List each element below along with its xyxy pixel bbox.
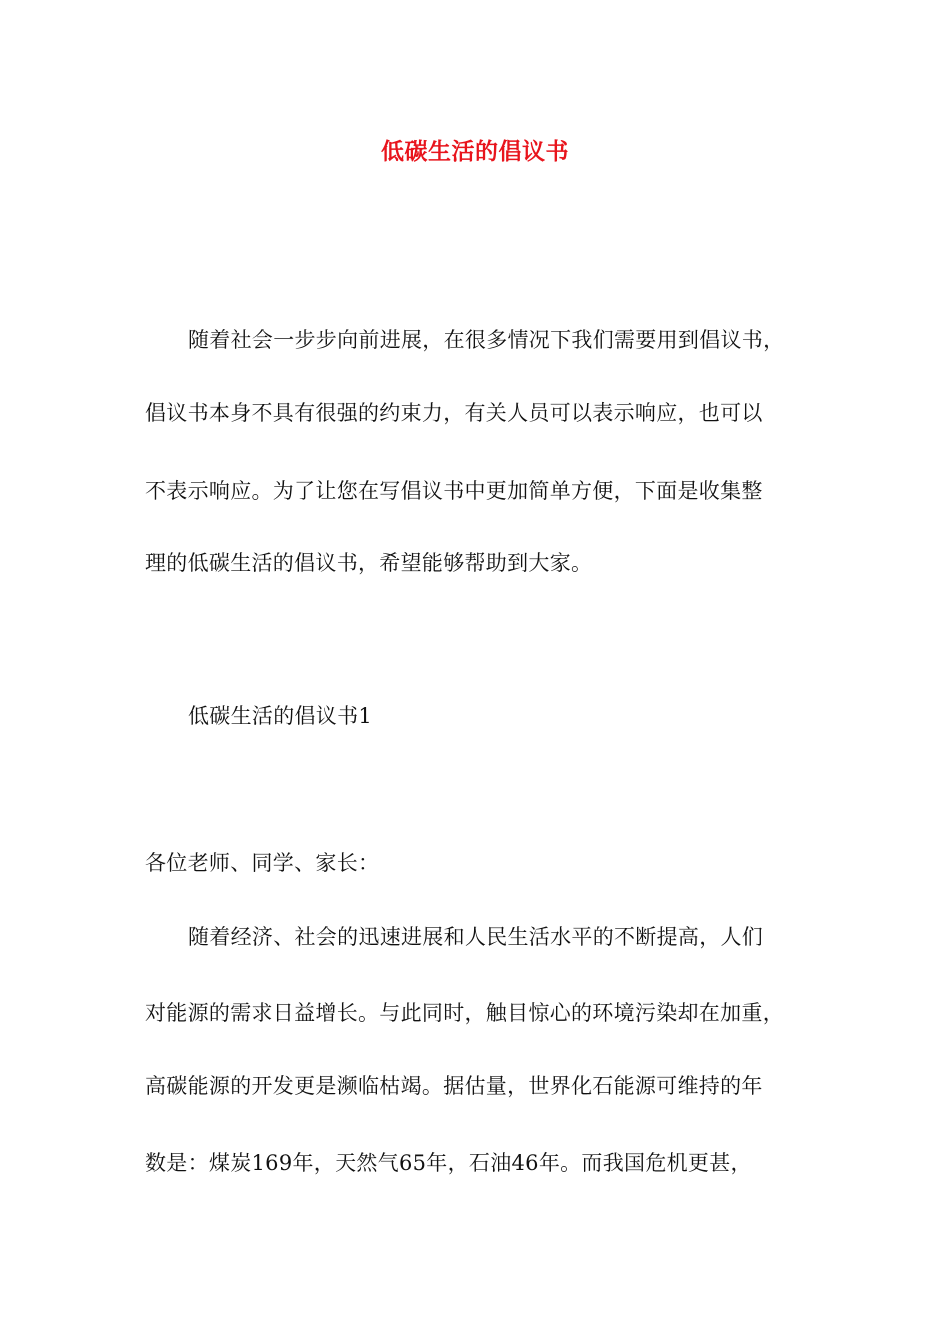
salutation: 各位老师、同学、家长： [145,851,380,875]
intro-line-2: 倡议书本身不具有很强的约束力，有关人员可以表示响应，也可以 [145,401,763,425]
body-line-4: 数是：煤炭169年，天然气65年，石油46年。而我国危机更甚， [145,1151,752,1175]
intro-line-4: 理的低碳生活的倡议书，希望能够帮助到大家。 [145,551,593,575]
intro-line-3: 不表示响应。为了让您在写倡议书中更加简单方便，下面是收集整 [145,479,763,503]
body-line-1: 随着经济、社会的迅速进展和人民生活水平的不断提高，人们 [188,925,764,949]
intro-line-1: 随着社会一步步向前进展，在很多情况下我们需要用到倡议书， [188,328,785,352]
body-line-2: 对能源的需求日益增长。与此同时，触目惊心的环境污染却在加重， [145,1001,784,1025]
body-line-3: 高碳能源的开发更是濒临枯竭。据估量，世界化石能源可维持的年 [145,1074,763,1098]
section-heading: 低碳生活的倡议书1 [188,704,373,728]
document-title: 低碳生活的倡议书 [381,139,569,165]
